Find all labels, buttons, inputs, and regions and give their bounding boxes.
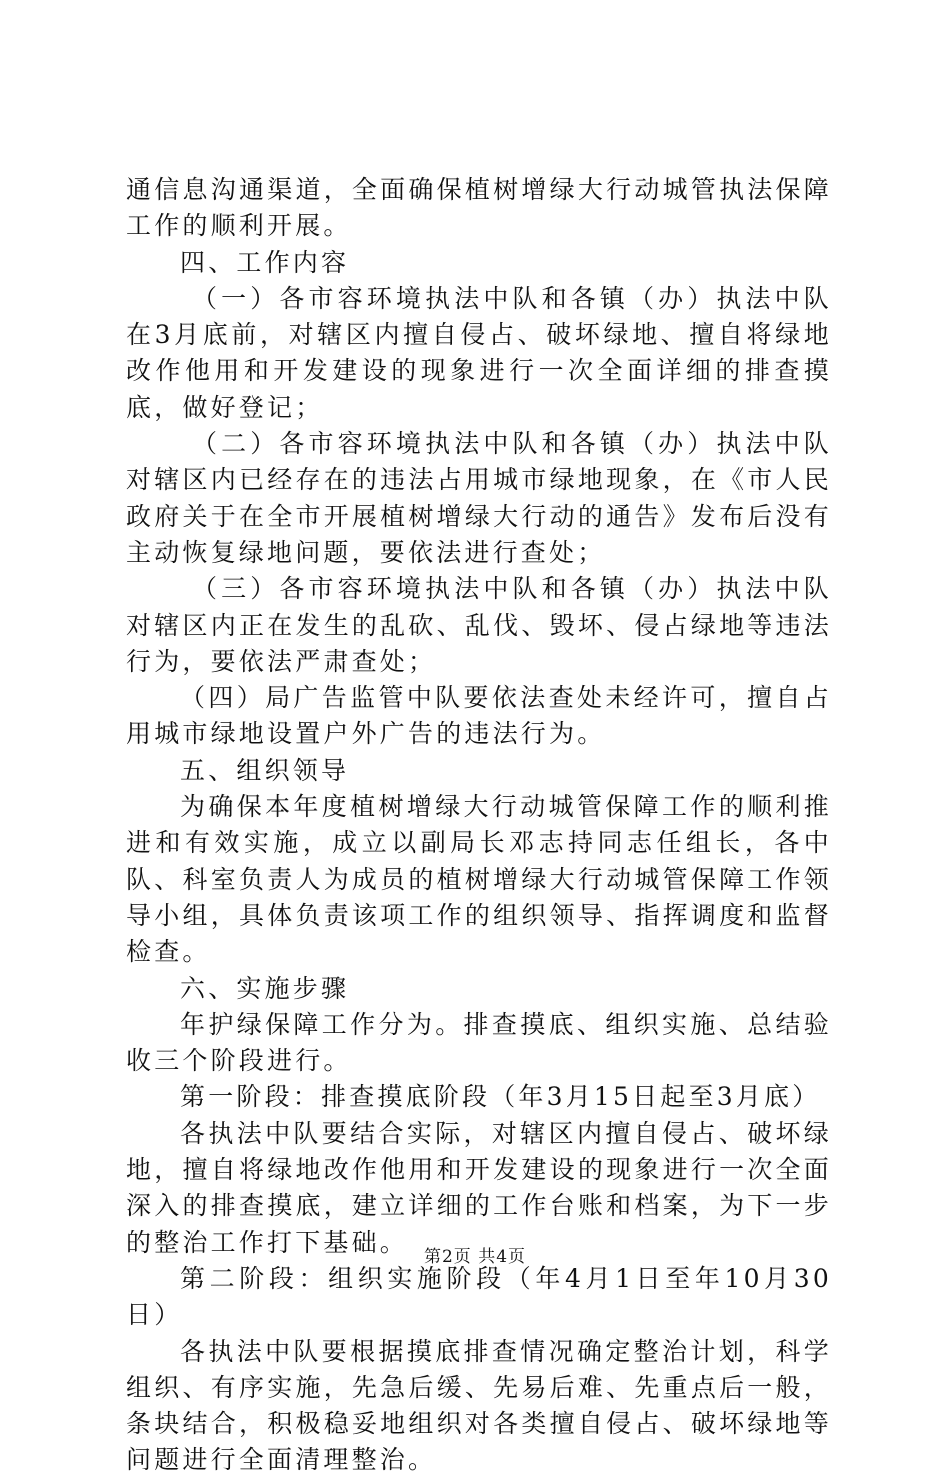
section-heading-organization: 五、组织领导: [180, 755, 350, 785]
paragraph-item-2: （二）各市容环境执法中队和各镇（办）执法中队对辖区内已经存在的违法占用城市绿地现象，在《市人民政府关于在全市开展植树增绿大行动的通告》发布后没有主动恢复绿地问题，要依法进行查处；: [126, 429, 832, 567]
paragraph-stages-overview: 年护绿保障工作分为。排查摸底、组织实施、总结验收三个阶段进行。: [126, 1009, 832, 1076]
document-body: [126, 172, 832, 1479]
paragraph-stage-2-title: 第二阶段：组织实施阶段（年4月1日至年10月30日）: [126, 1263, 832, 1330]
paragraph-stage-1-body: 各执法中队要结合实际，对辖区内擅自侵占、破坏绿地，擅自将绿地改作他用和开发建设的现象进行一次全面深入的排查摸底，建立详细的工作台账和档案，为下一步的整治工作打下基础。: [126, 1118, 832, 1257]
paragraph-organization: 为确保本年度植树增绿大行动城管保障工作的顺利推进和有效实施，成立以副局长邓志持同志任组长，各中队、科室负责人为成员的植树增绿大行动城管保障工作领导小组，具体负责该项工作的组织领导、指挥调度和监督检查。: [126, 792, 832, 967]
paragraph-item-4: （四）局广告监管中队要依法查处未经许可，擅自占用城市绿地设置户外广告的违法行为。: [126, 683, 832, 749]
paragraph-stage-1-title: 第一阶段：排查摸底阶段（年3月15日起至3月底）: [180, 1082, 821, 1112]
section-heading-work-content: 四、工作内容: [180, 247, 350, 277]
paragraph-stage-2-body: 各执法中队要根据摸底排查情况确定整治计划，科学组织、有序实施，先急后缓、先易后难、先重点后一般，条块结合，积极稳妥地组织对各类擅自侵占、破坏绿地等问题进行全面清理整治。: [126, 1336, 832, 1475]
section-heading-implementation: 六、实施步骤: [180, 973, 350, 1003]
paragraph-item-1: （一）各市容环境执法中队和各镇（办）执法中队在3月底前，对辖区内擅自侵占、破坏绿地、擅自将绿地改作他用和开发建设的现象进行一次全面详细的排查摸底，做好登记；: [126, 283, 832, 422]
page-number-footer: 第2页 共4页: [423, 1247, 527, 1267]
paragraph-continuation: 通信息沟通渠道，全面确保植树增绿大行动城管执法保障工作的顺利开展。: [126, 175, 832, 241]
paragraph-item-3: （三）各市容环境执法中队和各镇（办）执法中队对辖区内正在发生的乱砍、乱伐、毁坏、侵占绿地等违法行为，要依法严肃查处；: [126, 574, 832, 676]
